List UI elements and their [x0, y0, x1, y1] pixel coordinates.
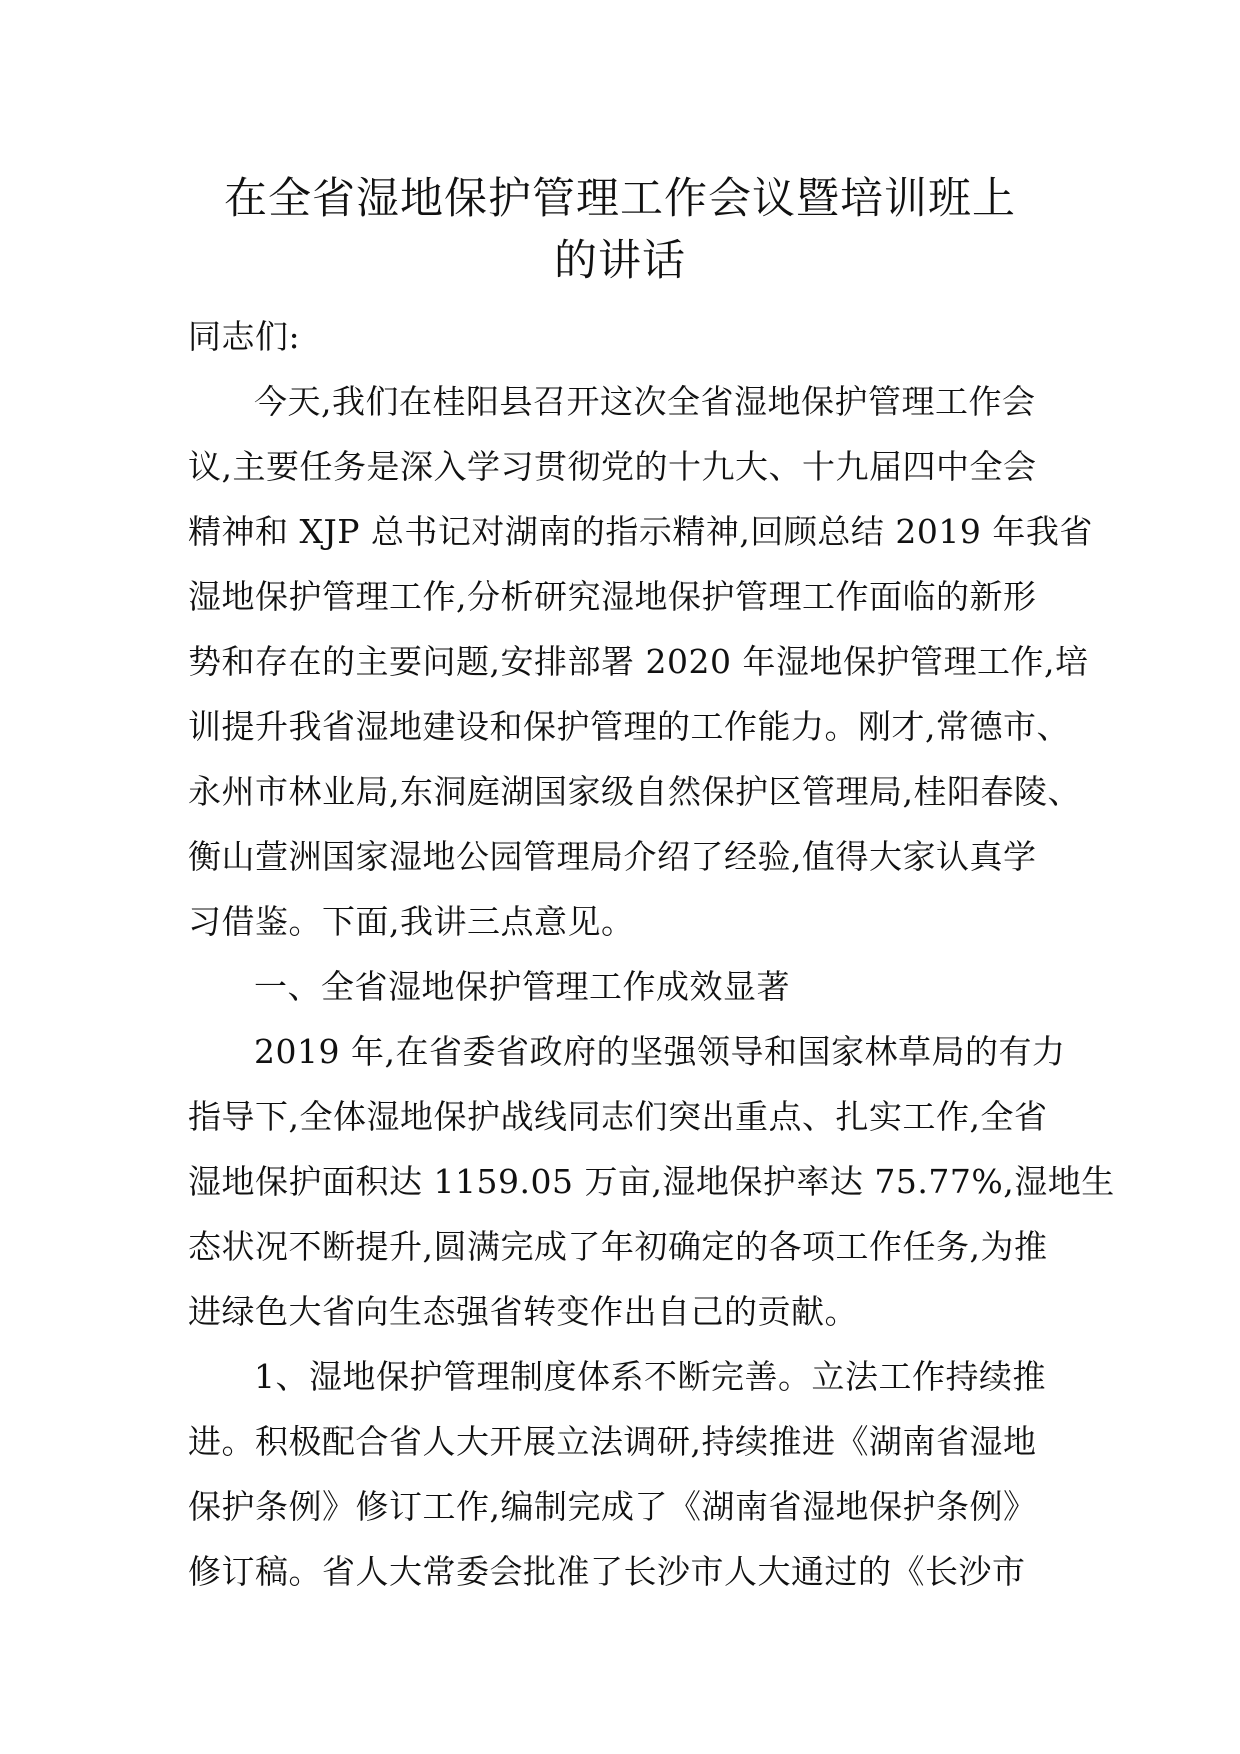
document-title: [180, 168, 1060, 292]
title-line-2: 的讲话: [554, 236, 686, 286]
paragraph-line: 精神和 XJP 总书记对湖南的指示精神,回顾总结 2019 年我省: [188, 512, 1093, 551]
title-line-1: 在全省湿地保护管理工作会议暨培训班上: [224, 174, 1016, 224]
paragraph-line: 衡山萱洲国家湿地公园管理局介绍了经验,值得大家认真学: [188, 837, 1037, 876]
document-body: [188, 304, 1115, 1604]
paragraph-line: 指导下,全体湿地保护战线同志们突出重点、扎实工作,全省: [188, 1097, 1048, 1136]
section-heading: 一、全省湿地保护管理工作成效显著: [254, 967, 790, 1006]
paragraph-line: 永州市林业局,东洞庭湖国家级自然保护区管理局,桂阳春陵、: [188, 772, 1081, 811]
paragraph-line: 2019 年,在省委省政府的坚强领导和国家林草局的有力: [254, 1032, 1066, 1071]
paragraph-line: 保护条例》修订工作,编制完成了《湖南省湿地保护条例》: [188, 1487, 1037, 1526]
paragraph-line: 湿地保护面积达 1159.05 万亩,湿地保护率达 75.77%,湿地生: [188, 1162, 1115, 1201]
paragraph-line: 进绿色大省向生态强省转变作出自己的贡献。: [188, 1292, 858, 1331]
salutation: 同志们:: [188, 317, 301, 356]
paragraph-line: 议,主要任务是深入学习贯彻党的十九大、十九届四中全会: [188, 447, 1037, 486]
paragraph-line: 习借鉴。下面,我讲三点意见。: [188, 902, 635, 941]
paragraph-line: 修订稿。省人大常委会批准了长沙市人大通过的《长沙市: [188, 1552, 1026, 1591]
paragraph-line: 训提升我省湿地建设和保护管理的工作能力。刚才,常德市、: [188, 707, 1070, 746]
paragraph-line: 1、湿地保护管理制度体系不断完善。立法工作持续推: [254, 1357, 1046, 1396]
paragraph-line: 今天,我们在桂阳县召开这次全省湿地保护管理工作会: [254, 382, 1036, 421]
paragraph-line: 进。积极配合省人大开展立法调研,持续推进《湖南省湿地: [188, 1422, 1037, 1461]
paragraph-line: 势和存在的主要问题,安排部署 2020 年湿地保护管理工作,培: [188, 642, 1089, 681]
paragraph-line: 态状况不断提升,圆满完成了年初确定的各项工作任务,为推: [188, 1227, 1048, 1266]
paragraph-line: 湿地保护管理工作,分析研究湿地保护管理工作面临的新形: [188, 577, 1037, 616]
